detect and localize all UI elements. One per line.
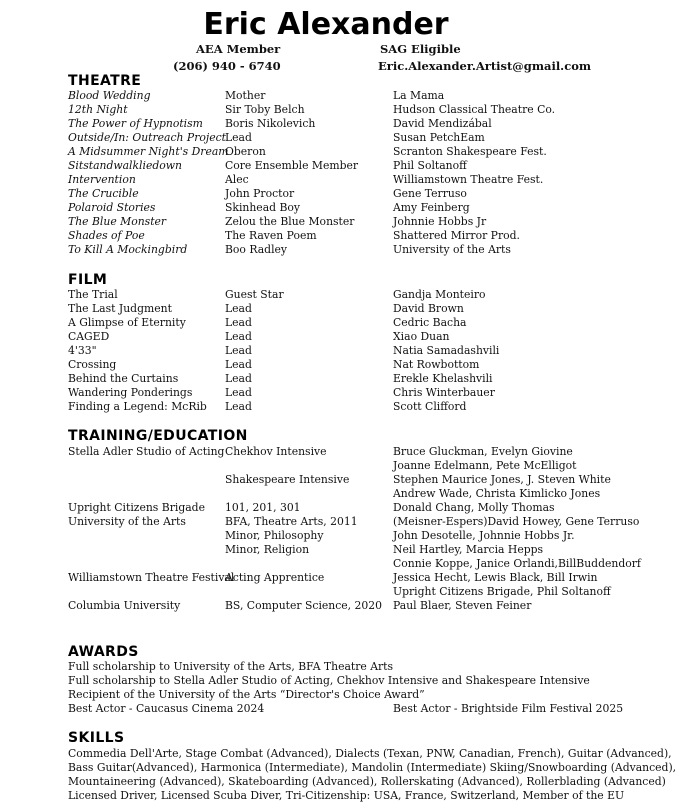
film-row [68,302,688,316]
training-program: BS, Computer Science, 2020 [225,599,383,612]
theatre-title: A Midsummer Night's Dream [68,145,229,158]
theatre-director-or-company: Scranton Shakespeare Fest. [393,145,547,158]
film-director-or-company: Erekle Khelashvili [393,372,493,385]
film-title: Finding a Legend: McRib [68,400,207,413]
theatre-row [68,159,688,173]
theatre-title: Intervention [68,173,136,186]
training-row [68,487,688,501]
training-instructors: John Desotelle, Johnnie Hobbs Jr. [393,529,575,542]
training-school: Upright Citizens Brigade [68,501,205,514]
film-director-or-company: Xiao Duan [393,330,450,343]
theatre-row [68,215,688,229]
film-director-or-company: Gandja Monteiro [393,288,486,301]
film-role: Lead [225,302,252,315]
training-instructors: Andrew Wade, Christa Kimlicko Jones [393,487,601,500]
award-line: Full scholarship to University of the Arts, BFA Theatre Arts [68,660,394,673]
theatre-title: 12th Night [68,103,128,116]
film-title: The Trial [68,288,118,301]
film-row [68,316,688,330]
theatre-role: Lead [225,131,252,144]
training-instructors: Jessica Hecht, Lewis Black, Bill Irwin [393,571,598,584]
award-line: Full scholarship to Stella Adler Studio of Acting, Chekhov Intensive and Shakespeare Intensive [68,674,590,687]
training-row [68,543,688,557]
theatre-title: Outside/In: Outreach Project [68,131,226,144]
union-eligibility: SAG Eligible [380,42,461,56]
theatre-role: Sir Toby Belch [225,103,305,116]
award-line: Recipient of the University of the Arts “Director's Choice Award” [68,688,425,701]
film-row [68,372,688,386]
film-title: Wandering Ponderings [68,386,193,399]
theatre-director-or-company: La Mama [393,89,445,102]
film-title: 4'33" [68,344,97,357]
theatre-title: Polaroid Stories [68,201,156,214]
training-program: Acting Apprentice [225,571,325,584]
theatre-director-or-company: Phil Soltanoff [393,159,467,172]
training-school: Columbia University [68,599,181,612]
training-program: Shakespeare Intensive [225,473,350,486]
film-role: Lead [225,372,252,385]
training-instructors: Connie Koppe, Janice Orlandi,BillBuddendorf [393,557,641,570]
theatre-director-or-company: Shattered Mirror Prod. [393,229,520,242]
training-heading: TRAINING/EDUCATION [68,428,248,444]
film-row [68,400,688,414]
award-line-right: Best Actor - Brightside Film Festival 2025 [393,702,624,715]
film-row [68,358,688,372]
film-director-or-company: Scott Clifford [393,400,467,413]
theatre-director-or-company: University of the Arts [393,243,511,256]
film-role: Guest Star [225,288,284,301]
training-row [68,599,688,613]
film-title: Crossing [68,358,117,371]
skills-heading: SKILLS [68,730,125,746]
theatre-title: Shades of Poe [68,229,145,242]
training-instructors: (Meisner-Espers)David Howey, Gene Terruso [393,515,640,528]
theatre-title: The Blue Monster [68,215,167,228]
training-program: Minor, Religion [225,543,310,556]
theatre-role: Boris Nikolevich [225,117,316,130]
training-instructors: Paul Blaer, Steven Feiner [393,599,532,612]
film-role: Lead [225,386,252,399]
training-school: Williamstown Theatre Festival [68,571,235,584]
training-row [68,529,688,543]
theatre-role: Core Ensemble Member [225,159,359,172]
theatre-director-or-company: Amy Feinberg [393,201,470,214]
training-row [68,585,688,599]
theatre-row [68,187,688,201]
training-school: University of the Arts [68,515,186,528]
training-program: 101, 201, 301 [225,501,301,514]
theatre-row [68,173,688,187]
theatre-row [68,145,688,159]
theatre-role: Oberon [225,145,266,158]
training-instructors: Upright Citizens Brigade, Phil Soltanoff [393,585,611,598]
film-role: Lead [225,316,252,329]
theatre-title: To Kill A Mockingbird [68,243,188,256]
film-role: Lead [225,344,252,357]
film-row [68,386,688,400]
training-program: BFA, Theatre Arts, 2011 [225,515,358,528]
theatre-director-or-company: Susan PetchEam [393,131,485,144]
film-director-or-company: Nat Rowbottom [393,358,480,371]
skills-line: Commedia Dell'Arte, Stage Combat (Advanced), Dialects (Texan, PNW, Canadian, French), Guitar (Advanced), [68,747,672,760]
training-row [68,445,688,459]
film-role: Lead [225,358,252,371]
theatre-heading: THEATRE [68,73,142,89]
film-role: Lead [225,400,252,413]
training-program: Chekhov Intensive [225,445,327,458]
union-membership: AEA Member [196,42,281,56]
email-address: Eric.Alexander.Artist@gmail.com [378,59,592,73]
theatre-director-or-company: Gene Terruso [393,187,467,200]
theatre-role: The Raven Poem [225,229,317,242]
awards-heading: AWARDS [68,644,139,660]
training-row [68,515,688,529]
theatre-role: Zelou the Blue Monster [225,215,355,228]
film-director-or-company: Chris Winterbauer [393,386,495,399]
theatre-row [68,103,688,117]
theatre-title: Blood Wedding [68,89,151,102]
skills-line: Licensed Driver, Licensed Scuba Diver, Tri-Citizenship: USA, France, Switzerland, Member of the EU [68,789,625,802]
theatre-row [68,131,688,145]
theatre-row [68,243,688,257]
theatre-role: John Proctor [225,187,295,200]
skills-line: Bass Guitar(Advanced), Harmonica (Intermediate), Mandolin (Intermediate) Skiing/Snowboarding (Advanced), [68,761,677,774]
film-director-or-company: Natia Samadashvili [393,344,500,357]
film-director-or-company: David Brown [393,302,464,315]
theatre-role: Boo Radley [225,243,288,256]
film-title: The Last Judgment [68,302,172,315]
training-instructors: Neil Hartley, Marcia Hepps [393,543,544,556]
training-row [68,501,688,515]
theatre-director-or-company: David Mendizábal [393,117,492,130]
film-title: Behind the Curtains [68,372,179,385]
training-program: Minor, Philosophy [225,529,324,542]
theatre-row [68,201,688,215]
theatre-title: The Power of Hypnotism [68,117,203,130]
film-row [68,288,688,302]
film-title: CAGED [68,330,110,343]
theatre-role: Alec [225,173,249,186]
resume-name: Eric Alexander [203,7,449,42]
award-line-left: Best Actor - Caucasus Cinema 2024 [68,702,265,715]
film-director-or-company: Cedric Bacha [393,316,467,329]
film-heading: FILM [68,272,108,288]
theatre-title: The Crucible [68,187,139,200]
training-row [68,557,688,571]
theatre-director-or-company: Williamstown Theatre Fest. [393,173,544,186]
training-instructors: Joanne Edelmann, Pete McElligot [393,459,577,472]
theatre-title: Sitstandwalkliedown [68,159,182,172]
training-row [68,459,688,473]
theatre-row [68,229,688,243]
training-school: Stella Adler Studio of Acting [68,445,225,458]
film-row [68,330,688,344]
theatre-row [68,117,688,131]
training-instructors: Stephen Maurice Jones, J. Steven White [393,473,611,486]
theatre-row [68,89,688,103]
skills-line: Mountaineering (Advanced), Skateboarding (Advanced), Rollerskating (Advanced), Rollerblading (Advanced) [68,775,666,788]
training-row [68,473,688,487]
film-role: Lead [225,330,252,343]
theatre-role: Mother [225,89,266,102]
training-row [68,571,688,585]
theatre-role: Skinhead Boy [225,201,301,214]
theatre-director-or-company: Hudson Classical Theatre Co. [393,103,556,116]
phone-number: (206) 940 - 6740 [173,59,281,73]
training-instructors: Bruce Gluckman, Evelyn Giovine [393,445,573,458]
theatre-director-or-company: Johnnie Hobbs Jr [393,215,487,228]
film-row [68,344,688,358]
training-instructors: Donald Chang, Molly Thomas [393,501,555,514]
film-title: A Glimpse of Eternity [68,316,186,329]
